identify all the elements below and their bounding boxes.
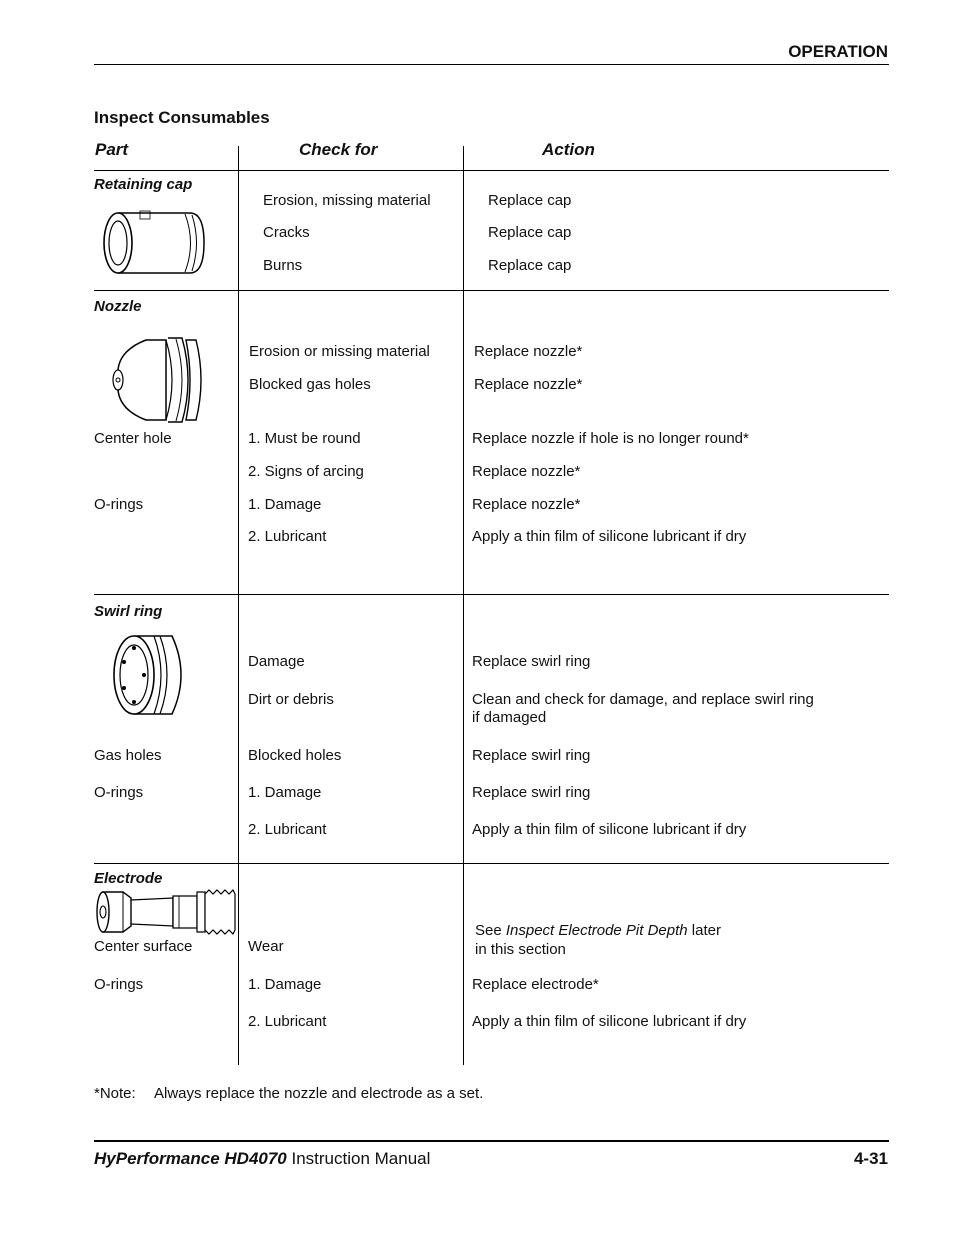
check-item: 1. Must be round bbox=[248, 430, 361, 447]
part-name-nozzle: Nozzle bbox=[94, 298, 142, 315]
row-divider bbox=[94, 594, 889, 595]
action-item: Replace cap bbox=[488, 192, 572, 209]
action-item: Clean and check for damage, and replace swirl ring bbox=[472, 691, 814, 708]
action-item: Replace nozzle* bbox=[474, 376, 583, 393]
action-item: Apply a thin film of silicone lubricant if dry bbox=[472, 821, 747, 838]
action-text: later bbox=[687, 922, 721, 939]
retaining-cap-image bbox=[100, 205, 212, 281]
check-item: Wear bbox=[248, 938, 284, 955]
check-item: 2. Lubricant bbox=[248, 821, 327, 838]
table-header-rule bbox=[94, 170, 889, 171]
product-name: HyPerformance HD4070 bbox=[94, 1149, 287, 1168]
part-name-swirl-ring: Swirl ring bbox=[94, 603, 163, 620]
check-item: Burns bbox=[263, 257, 303, 274]
row-divider bbox=[94, 290, 889, 291]
check-item: Dirt or debris bbox=[248, 691, 334, 708]
action-item bbox=[475, 922, 721, 940]
part-name-electrode: Electrode bbox=[94, 870, 163, 887]
check-item: Damage bbox=[248, 653, 305, 670]
sub-part-label: Center surface bbox=[94, 938, 193, 955]
column-header-part: Part bbox=[95, 140, 129, 159]
action-item: Replace swirl ring bbox=[472, 747, 591, 764]
sub-part-label: Gas holes bbox=[94, 747, 162, 764]
check-item: 2. Lubricant bbox=[248, 528, 327, 545]
check-item: Erosion or missing material bbox=[249, 343, 430, 360]
action-item: Apply a thin film of silicone lubricant if dry bbox=[472, 528, 747, 545]
note-text: Always replace the nozzle and electrode as a set. bbox=[154, 1085, 484, 1102]
page-title: Inspect Consumables bbox=[94, 108, 270, 127]
swirl-ring-image bbox=[110, 632, 192, 718]
check-item: 1. Damage bbox=[248, 496, 322, 513]
manual-label: Instruction Manual bbox=[286, 1149, 431, 1168]
check-item: 1. Damage bbox=[248, 784, 322, 801]
action-item: Replace nozzle if hole is no longer round* bbox=[472, 430, 749, 447]
column-divider bbox=[463, 146, 464, 1065]
column-header-check: Check for bbox=[299, 140, 378, 159]
sub-part-label: Center hole bbox=[94, 430, 172, 447]
action-item: Replace cap bbox=[488, 257, 572, 274]
check-item: 2. Signs of arcing bbox=[248, 463, 364, 480]
action-item: in this section bbox=[475, 941, 566, 958]
action-item: Replace nozzle* bbox=[474, 343, 583, 360]
action-item: Apply a thin film of silicone lubricant if dry bbox=[472, 1013, 747, 1030]
note-label: *Note: bbox=[94, 1085, 136, 1102]
action-item: Replace cap bbox=[488, 224, 572, 241]
check-item: 2. Lubricant bbox=[248, 1013, 327, 1030]
action-text: See bbox=[475, 922, 506, 939]
action-item: Replace nozzle* bbox=[472, 496, 581, 513]
section-heading: OPERATION bbox=[788, 42, 888, 61]
electrode-image bbox=[93, 886, 239, 938]
action-item: if damaged bbox=[472, 709, 547, 726]
part-name-retaining-cap: Retaining cap bbox=[94, 176, 193, 193]
check-item: Blocked holes bbox=[248, 747, 342, 764]
check-item: Cracks bbox=[263, 224, 310, 241]
nozzle-image bbox=[106, 336, 210, 424]
column-header-action: Action bbox=[542, 140, 595, 159]
page-number: 4-31 bbox=[853, 1149, 888, 1168]
check-item: 1. Damage bbox=[248, 976, 322, 993]
sub-part-label: O-rings bbox=[94, 784, 144, 801]
action-item: Replace nozzle* bbox=[472, 463, 581, 480]
action-item: Replace electrode* bbox=[472, 976, 599, 993]
cross-reference: Inspect Electrode Pit Depth bbox=[505, 922, 688, 939]
footer-rule bbox=[94, 1140, 889, 1142]
header-rule bbox=[94, 64, 889, 65]
check-item: Erosion, missing material bbox=[263, 192, 431, 209]
action-item: Replace swirl ring bbox=[472, 784, 591, 801]
row-divider bbox=[94, 863, 889, 864]
sub-part-label: O-rings bbox=[94, 496, 144, 513]
action-item: Replace swirl ring bbox=[472, 653, 591, 670]
sub-part-label: O-rings bbox=[94, 976, 144, 993]
check-item: Blocked gas holes bbox=[249, 376, 371, 393]
